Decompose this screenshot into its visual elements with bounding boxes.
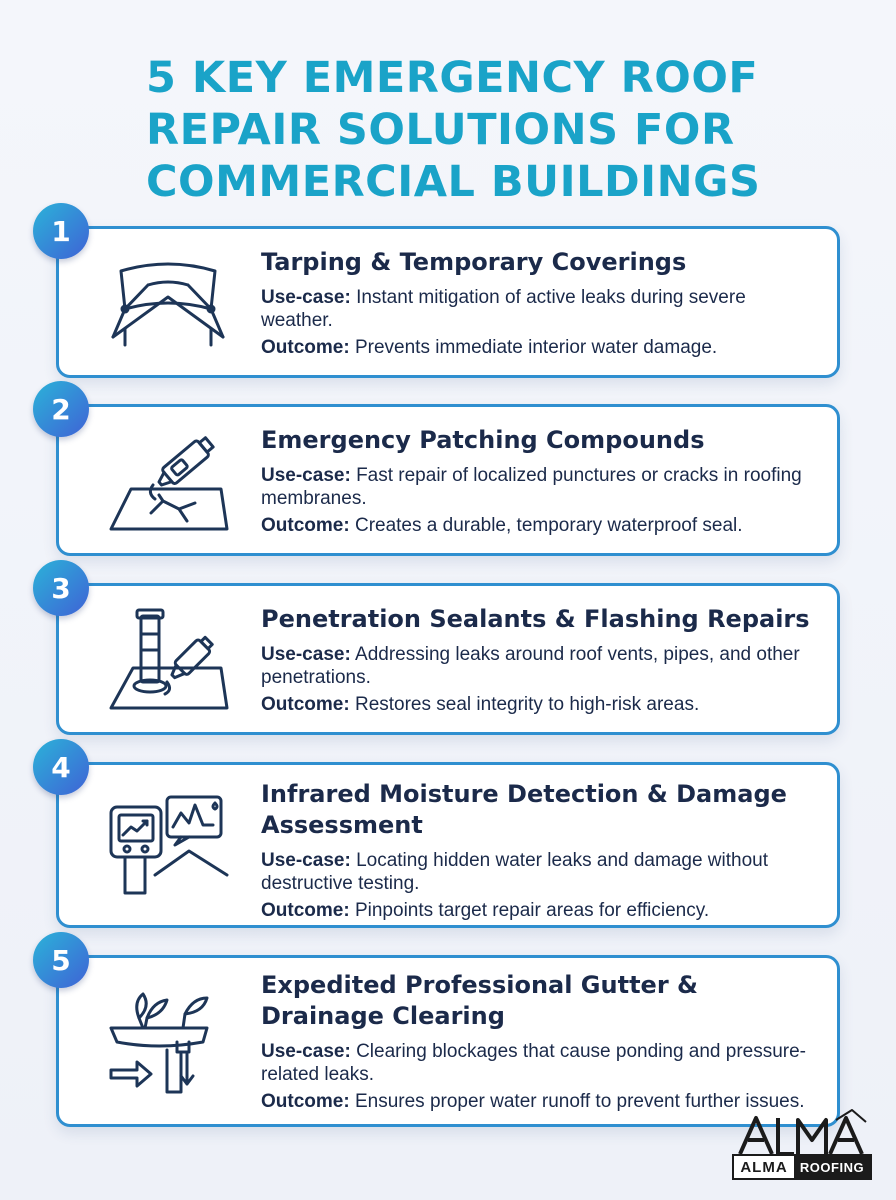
tarp-roof-icon <box>103 249 233 359</box>
outcome-label: Outcome: <box>261 515 350 536</box>
solution-card-5 <box>51 943 840 1127</box>
solution-card-3 <box>51 571 840 735</box>
solution-card-4 <box>51 750 840 928</box>
usecase-label: Use-case: <box>261 850 351 871</box>
card-title: Penetration Sealants & Flashing Repairs <box>261 605 810 633</box>
outcome-text <box>261 514 819 537</box>
alma-roofing-logo <box>732 1108 872 1184</box>
usecase-label: Use-case: <box>261 1041 351 1062</box>
usecase-value: Addressing leaks around roof vents, pipes, and other penetrations. <box>261 644 800 688</box>
outcome-value: Restores seal integrity to high-risk areas. <box>354 694 700 715</box>
outcome-label: Outcome: <box>261 900 350 921</box>
usecase-text <box>261 643 819 689</box>
usecase-text <box>261 286 819 332</box>
card-title: Infrared Moisture Detection & Damage Assessment <box>261 780 787 839</box>
solution-card-1 <box>51 214 840 378</box>
card-title: Expedited Professional Gutter & Drainage Clearing <box>261 971 698 1030</box>
card-title: Emergency Patching Compounds <box>261 426 705 454</box>
alma-logo-mark-icon <box>732 1108 872 1156</box>
outcome-label: Outcome: <box>261 694 350 715</box>
outcome-label: Outcome: <box>261 337 350 358</box>
outcome-text <box>261 693 819 716</box>
number-badge: 3 <box>33 560 89 616</box>
number-badge: 5 <box>33 932 89 988</box>
outcome-value: Ensures proper water runoff to prevent further issues. <box>354 1091 805 1112</box>
logo-wordmark <box>732 1154 872 1180</box>
usecase-value: Locating hidden water leaks and damage without destructive testing. <box>261 850 769 894</box>
usecase-label: Use-case: <box>261 644 351 665</box>
number-badge: 2 <box>33 381 89 437</box>
usecase-value: Fast repair of localized punctures or cracks in roofing membranes. <box>261 465 802 509</box>
usecase-value: Clearing blockages that cause ponding and pressure-related leaks. <box>261 1041 807 1085</box>
usecase-text <box>261 1040 819 1086</box>
page-title: 5 KEY EMERGENCY ROOF REPAIR SOLUTIONS FOR COMMERCIAL BUILDINGS <box>146 53 761 207</box>
number-badge: 1 <box>33 203 89 259</box>
outcome-text <box>261 336 819 359</box>
usecase-value: Instant mitigation of active leaks during severe weather. <box>261 287 746 331</box>
pipe-sealant-icon <box>103 606 233 716</box>
outcome-text <box>261 899 819 922</box>
usecase-text <box>261 464 819 510</box>
outcome-value: Creates a durable, temporary waterproof seal. <box>354 515 743 536</box>
solution-card-2 <box>51 392 840 556</box>
usecase-label: Use-case: <box>261 287 351 308</box>
number-badge: 4 <box>33 739 89 795</box>
gutter-drain-icon <box>103 988 233 1098</box>
patch-tube-icon <box>103 427 233 537</box>
outcome-value: Pinpoints target repair areas for efficiency. <box>354 900 710 921</box>
logo-word-alma: ALMA <box>740 1158 788 1176</box>
usecase-label: Use-case: <box>261 465 351 486</box>
infrared-scanner-icon <box>103 791 233 901</box>
outcome-label: Outcome: <box>261 1091 350 1112</box>
usecase-text <box>261 849 819 895</box>
outcome-value: Prevents immediate interior water damage. <box>354 337 718 358</box>
logo-word-roofing: ROOFING <box>794 1156 870 1178</box>
card-title: Tarping & Temporary Coverings <box>261 248 687 276</box>
